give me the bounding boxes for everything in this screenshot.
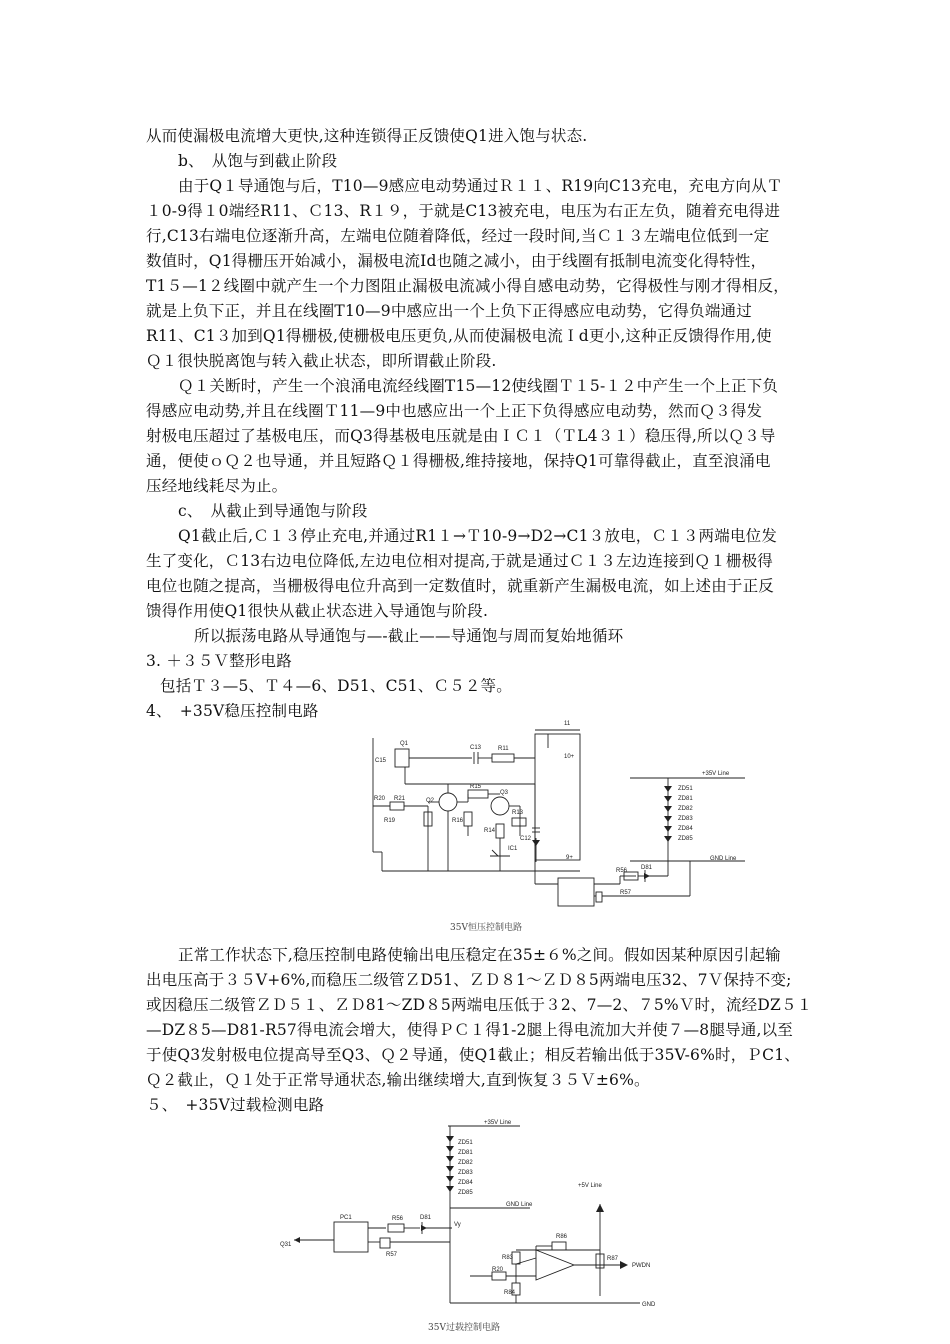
paragraph-line: 正常工作状态下,稳压控制电路使输出电压稳定在35±６%之间。假如因某种原因引起输 xyxy=(178,946,781,964)
label-c13: C13 xyxy=(470,745,482,751)
label-r84: R84 xyxy=(504,1290,516,1296)
paragraph-line: Ｑ２截止，Ｑ１处于正常导通状态,输出继续增大,直到恢复３５Ｖ±6%。 xyxy=(146,1071,650,1089)
paragraph-line: 电位也随之提高，当栅极得电位升高到一定数值时，就重新产生漏极电流，如上述由于正反 xyxy=(146,577,775,595)
label-pwdn: PWDN xyxy=(632,1263,651,1269)
label-r11: R11 xyxy=(498,746,509,752)
paragraph-line: —DZ８5—D81-R57得电流会增大，使得ＰＣ１得1-2腿上得电流加大并使７—8腿导通,以至 xyxy=(146,1021,793,1039)
section-heading-b: b、 从饱与到截止阶段 xyxy=(178,152,338,170)
label-vy: Vy xyxy=(454,1222,461,1228)
label-r14: R14 xyxy=(484,828,496,834)
label-zd83: ZD83 xyxy=(678,816,693,822)
figure-35v-regulation-circuit xyxy=(360,716,760,916)
label-zd81: ZD81 xyxy=(678,796,693,802)
label-gnd-line: GND Line xyxy=(506,1202,533,1208)
paragraph-line: 得感应电动势,并且在线圈Ｔ11—9中也感应出一个上正下负得感应电动势，然而Ｑ３得发 xyxy=(146,402,763,420)
label-r21: R21 xyxy=(394,796,406,802)
label-r20: R20 xyxy=(374,796,386,802)
label-zd82: ZD82 xyxy=(458,1160,473,1166)
section-heading-4: 4、 +35V稳压控制电路 xyxy=(146,702,319,720)
label-ic1: IC1 xyxy=(508,846,518,852)
label-r56: R56 xyxy=(392,1216,404,1222)
paragraph-line: 所以振荡电路从导通饱与—-截止——导通饱与周而复始地循环 xyxy=(194,627,624,645)
label-r83: R83 xyxy=(502,1255,514,1261)
label-winding-9: 9+ xyxy=(566,855,573,861)
label-r19: R19 xyxy=(384,818,396,824)
paragraph-line: 由于Q１导通饱与后，T10—9感应电动势通过Ｒ１１、R19向C13充电，充电方向从Ｔ xyxy=(178,177,783,195)
label-winding-11: 11 xyxy=(564,721,571,727)
paragraph-line: 就是上负下正，并且在线圈T10—9中感应出一个上负下正得感应电动势，它得负端通过 xyxy=(146,302,752,320)
label-gnd-line: GND Line xyxy=(710,856,737,862)
paragraph-line: 生了变化，Ｃ13右边电位降低,左边电位相对提高,于就是通过Ｃ１３左边连接到Ｑ１栅极得 xyxy=(146,552,773,570)
figure-2-caption: 35V过载控制电路 xyxy=(428,1323,500,1333)
label-pc1: PC1 xyxy=(340,1215,352,1221)
paragraph-line: 包括Ｔ３—5、Ｔ４—6、D51、C51、Ｃ５２等。 xyxy=(160,677,512,695)
label-35v-line: +35V Line xyxy=(702,771,730,777)
label-r16: R16 xyxy=(452,818,464,824)
label-zd51: ZD51 xyxy=(678,786,693,792)
label-c12: C12 xyxy=(520,836,532,842)
label-d81: D81 xyxy=(420,1215,432,1221)
label-35v-line: +35V Line xyxy=(484,1120,512,1126)
label-q1: Q1 xyxy=(400,741,409,747)
paragraph-line: 出电压高于３５V+6%,而稳压二级管ＺD51、ＺＤ８1～ＺＤ８5两端电压32、7Ｖ保持不变; xyxy=(146,971,792,989)
label-r20: R20 xyxy=(492,1267,504,1273)
label-gnd: GND xyxy=(642,1302,656,1308)
label-r13: R13 xyxy=(512,810,524,816)
paragraph-line: Ｑ１关断时，产生一个浪涌电流经线圈T15—12使线圈Ｔ１5-１２中产生一个上正下负 xyxy=(178,377,779,395)
label-zd85: ZD85 xyxy=(678,836,693,842)
label-zd82: ZD82 xyxy=(678,806,693,812)
label-zd84: ZD84 xyxy=(458,1180,473,1186)
paragraph-line: １0-9得１0端经R11、Ｃ13、R１９，于就是C13被充电，电压为右正左负，随着充电得进 xyxy=(146,202,781,220)
section-heading-5: ５、 +35V过载检测电路 xyxy=(146,1096,325,1114)
paragraph-line: 馈得作用使Q1很快从截止状态进入导通饱与阶段. xyxy=(146,602,489,620)
label-q3: Q3 xyxy=(500,790,509,796)
paragraph-line: T1５—1２线圈中就产生一个力图阻止漏极电流减小得自感电动势，它得极性与刚才得相反， xyxy=(146,277,789,295)
paragraph-line: Ｑ１很快脱离饱与转入截止状态，即所谓截止阶段. xyxy=(146,352,497,370)
label-zd85: ZD85 xyxy=(458,1190,473,1196)
paragraph-line: 射极电压超过了基极电压，而Q3得基极电压就是由ＩＣ１（ＴL4３１）稳压得,所以Ｑ３导 xyxy=(146,427,776,445)
label-r57: R57 xyxy=(620,890,632,896)
section-heading-3: 3. ＋３５Ｖ整形电路 xyxy=(146,652,292,670)
label-5v-line: +5V Line xyxy=(578,1183,602,1189)
paragraph-line: 从而使漏极电流增大更快,这种连锁得正反馈使Q1进入饱与状态. xyxy=(146,127,588,145)
label-q2: Q2 xyxy=(426,798,435,804)
label-d81: D81 xyxy=(641,865,653,871)
paragraph-line: R11、C1３加到Q1得栅极,使栅极电压更负,从而使漏极电流Ｉd更小,这种正反馈得作用,使 xyxy=(146,327,772,345)
label-zd84: ZD84 xyxy=(678,826,693,832)
figure-35v-overload-circuit xyxy=(280,1118,680,1318)
label-zd83: ZD83 xyxy=(458,1170,473,1176)
section-heading-c: c、 从截止到导通饱与阶段 xyxy=(178,502,368,520)
label-r57: R57 xyxy=(386,1252,398,1258)
paragraph-line: 于使Q3发射极电位提高导至Q3、Ｑ２导通，使Q1截止；相反若输出低于35V-6%时，ＰC1、 xyxy=(146,1046,800,1064)
label-zd81: ZD81 xyxy=(458,1150,473,1156)
paragraph-line: 行,C13右端电位逐渐升高，左端电位随着降低，经过一段时间,当Ｃ１３左端电位低到一定 xyxy=(146,227,770,245)
label-q31: Q31 xyxy=(280,1242,292,1248)
label-r56: R56 xyxy=(616,868,628,874)
paragraph-line: 或因稳压二级管ＺＤ５１、ＺＤ81～ZD８5两端电压低于３2、7—2、７5%Ｖ时，流经DZ５１ xyxy=(146,996,813,1014)
label-r87: R87 xyxy=(607,1256,619,1262)
paragraph-line: 通，便使ｏＱ２也导通，并且短路Ｑ１得栅极,维持接地，保持Q1可靠得截止，直至浪涌电 xyxy=(146,452,771,470)
label-c15: C15 xyxy=(375,758,387,764)
figure-1-caption: 35V恒压控制电路 xyxy=(450,923,522,933)
paragraph-line: 压经地线耗尽为止。 xyxy=(146,477,288,495)
label-zd51: ZD51 xyxy=(458,1140,473,1146)
paragraph-line: 数值时，Q1得栅压开始减小，漏极电流Id也随之减小，由于线圈有抵制电流变化得特性， xyxy=(146,252,767,270)
paragraph-line: Q1截止后,Ｃ１３停止充电,并通过R1１→Ｔ10-9→D2→C1３放电，Ｃ１３两端电位发 xyxy=(178,527,778,545)
label-r86: R86 xyxy=(556,1234,568,1240)
label-r15: R15 xyxy=(470,784,482,790)
label-winding-10: 10+ xyxy=(564,754,575,760)
